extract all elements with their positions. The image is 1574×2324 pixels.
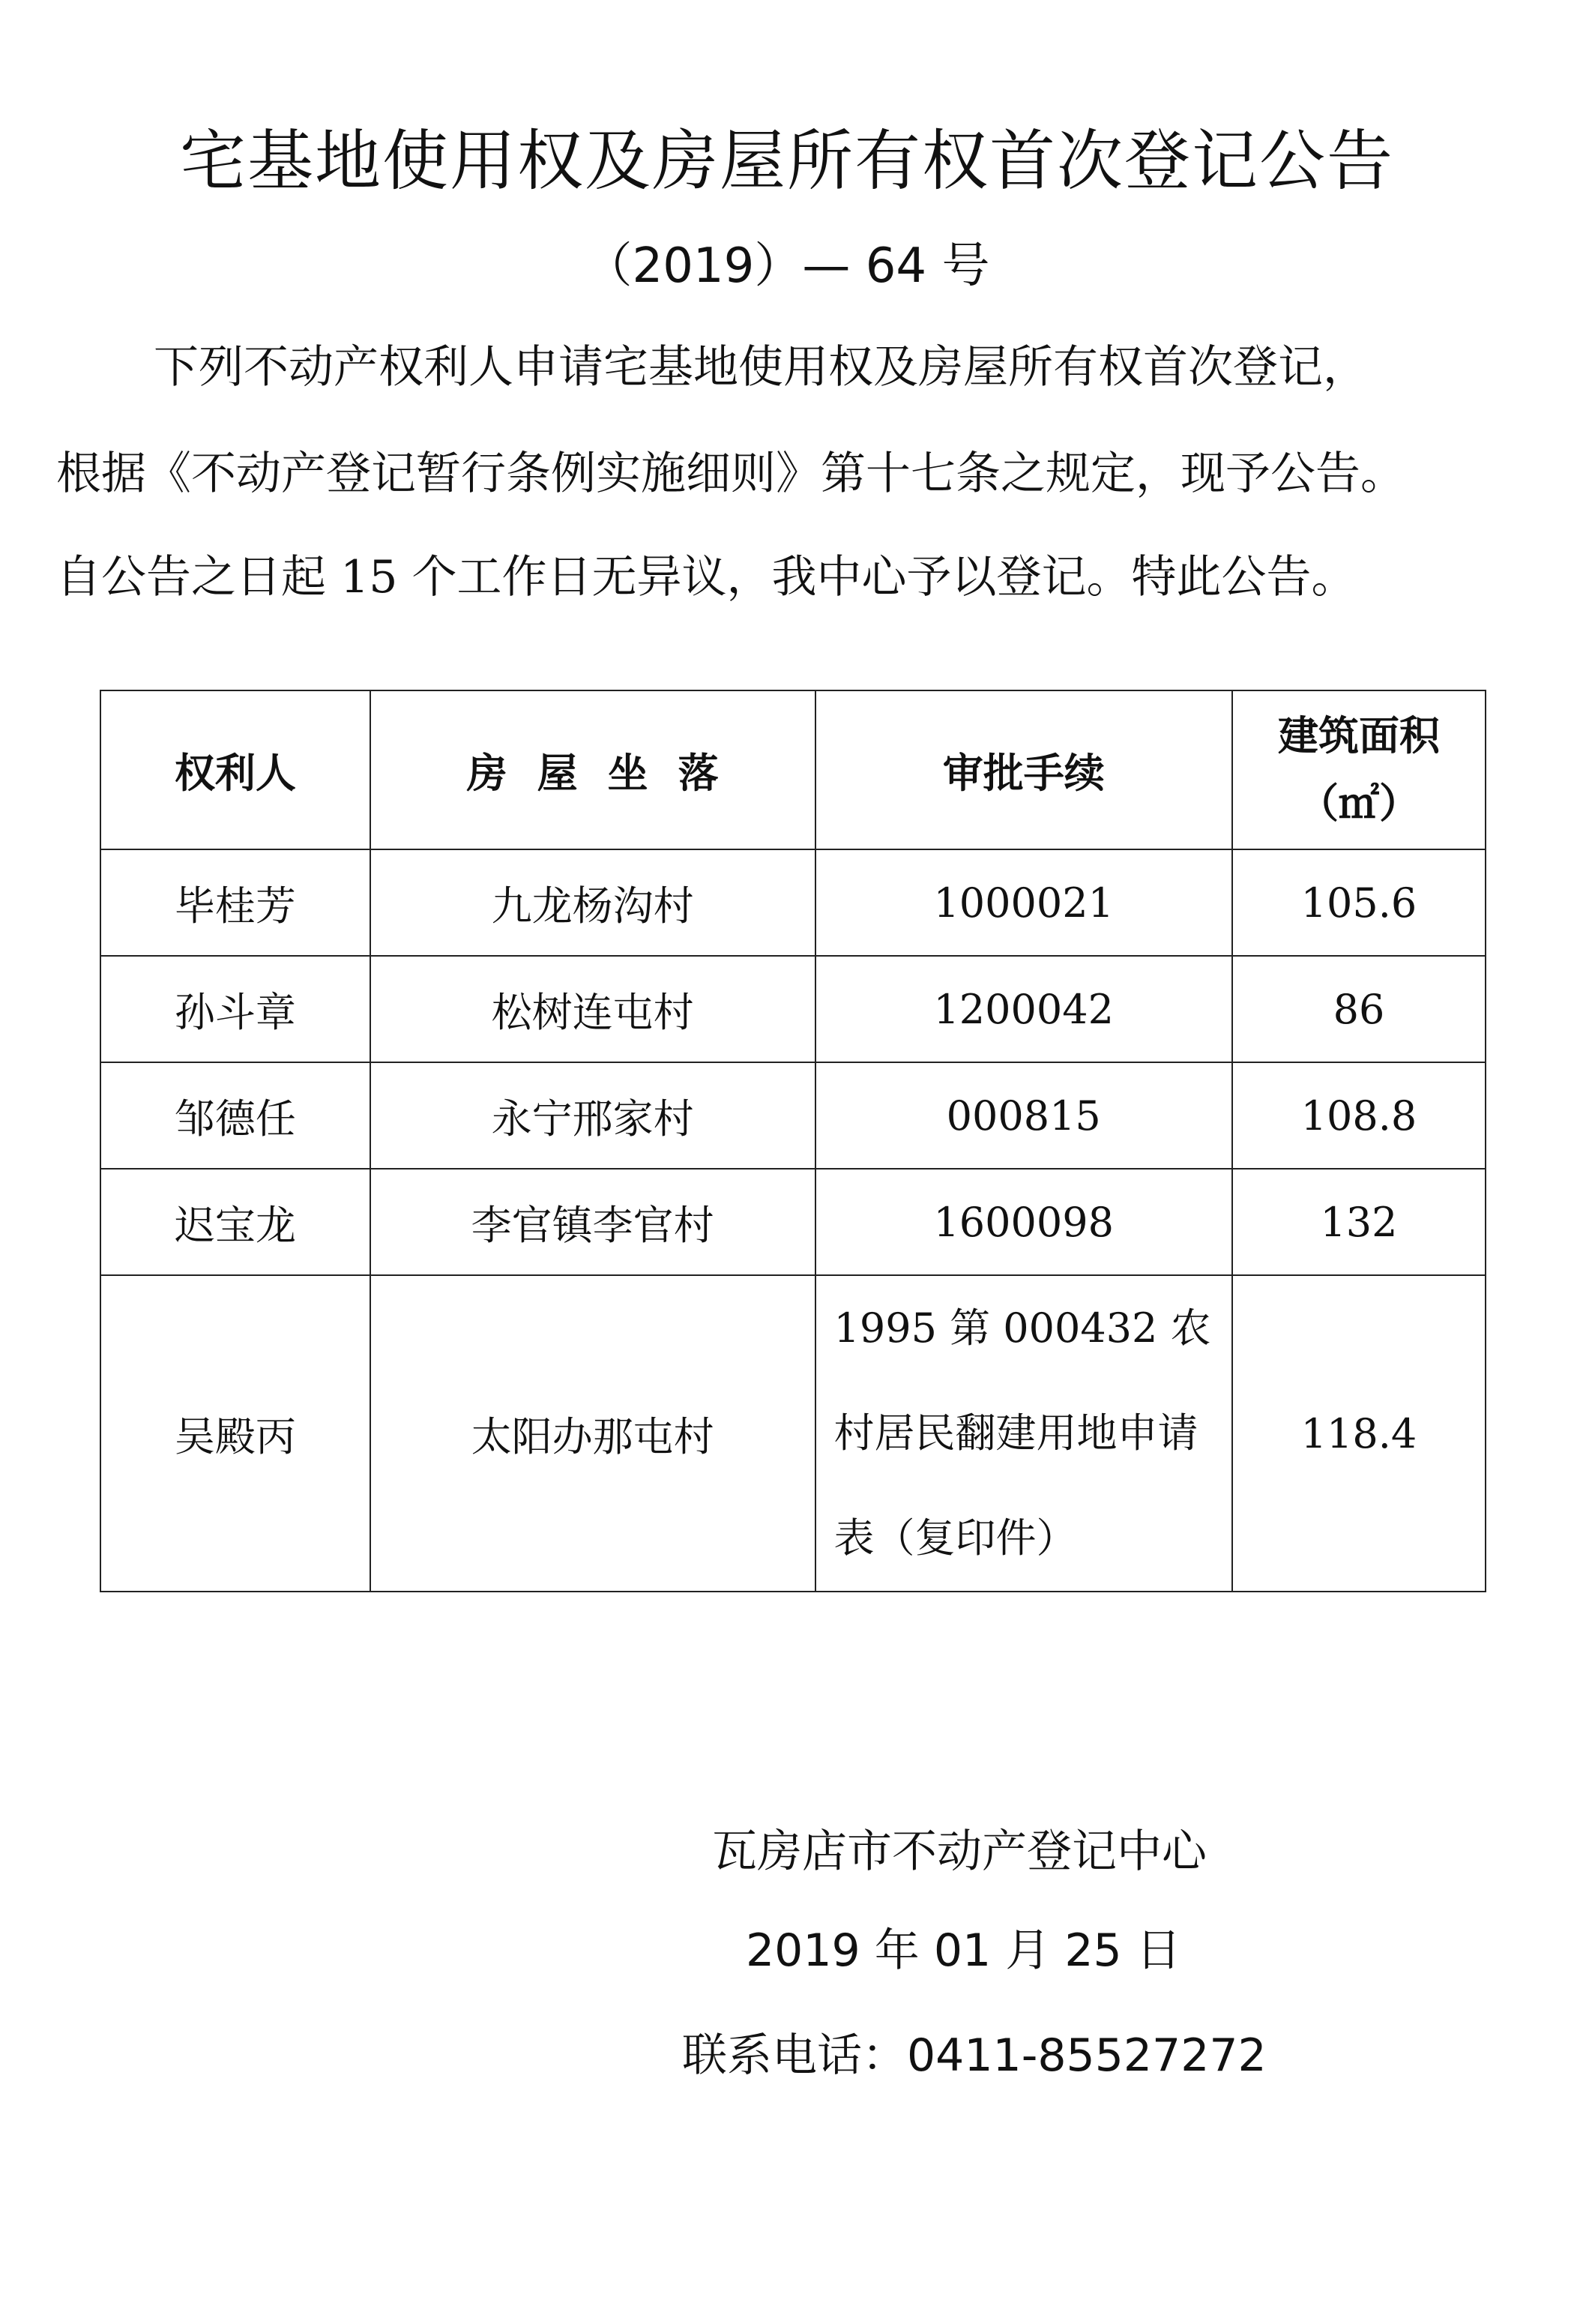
header-holder: 权利人 xyxy=(100,690,370,849)
cell-approval: 000815 xyxy=(815,1062,1232,1169)
cell-approval: 1200042 xyxy=(815,956,1232,1062)
cell-location: 太阳办那屯村 xyxy=(370,1275,815,1592)
cell-area: 118.4 xyxy=(1232,1275,1486,1592)
table-header-row xyxy=(100,690,1486,849)
cell-location: 永宁邢家村 xyxy=(370,1062,815,1169)
notice-title: 宅基地使用权及房屋所有权首次登记公告 xyxy=(179,122,1394,199)
cell-holder: 毕桂芳 xyxy=(100,849,370,956)
cell-location: 李官镇李官村 xyxy=(370,1169,815,1275)
cell-approval: 1600098 xyxy=(815,1169,1232,1275)
contact-phone: 联系电话：0411-85527272 xyxy=(682,2029,1267,2082)
notice-body-line-2: 根据《不动产登记暂行条例实施细则》第十七条之规定，现予公告。 xyxy=(56,448,1405,500)
issuing-organization: 瓦房店市不动产登记中心 xyxy=(712,1825,1207,1878)
notice-body-line-3: 自公告之日起 15 个工作日无异议，我中心予以登记。特此公告。 xyxy=(56,551,1357,603)
cell-holder: 孙斗章 xyxy=(100,956,370,1062)
cell-approval: 1995 第 000432 农村居民翻建用地申请表（复印件） xyxy=(815,1275,1232,1592)
cell-holder: 邹德任 xyxy=(100,1062,370,1169)
cell-approval: 1000021 xyxy=(815,849,1232,956)
header-area xyxy=(1232,690,1486,849)
table-row xyxy=(100,849,1486,956)
cell-holder: 迟宝龙 xyxy=(100,1169,370,1275)
table-row xyxy=(100,1169,1486,1275)
table-row xyxy=(100,1275,1486,1592)
header-area-unit: （㎡） xyxy=(1297,780,1420,827)
cell-location: 松树连屯村 xyxy=(370,956,815,1062)
cell-location: 九龙杨沟村 xyxy=(370,849,815,956)
notice-number: （2019）— 64 号 xyxy=(584,238,990,294)
table-row xyxy=(100,956,1486,1062)
cell-holder: 吴殿丙 xyxy=(100,1275,370,1592)
cell-area: 132 xyxy=(1232,1169,1486,1275)
registration-table xyxy=(100,690,1486,1592)
header-area-label: 建筑面积 xyxy=(1277,712,1440,759)
notice-body-line-1: 下列不动产权利人申请宅基地使用权及房屋所有权首次登记， xyxy=(154,341,1368,394)
issue-date: 2019 年 01 月 25 日 xyxy=(746,1924,1181,1977)
cell-area: 105.6 xyxy=(1232,849,1486,956)
cell-area: 108.8 xyxy=(1232,1062,1486,1169)
header-approval: 审批手续 xyxy=(815,690,1232,849)
table-row xyxy=(100,1062,1486,1169)
header-location: 房屋坐落 xyxy=(370,690,815,849)
cell-area: 86 xyxy=(1232,956,1486,1062)
